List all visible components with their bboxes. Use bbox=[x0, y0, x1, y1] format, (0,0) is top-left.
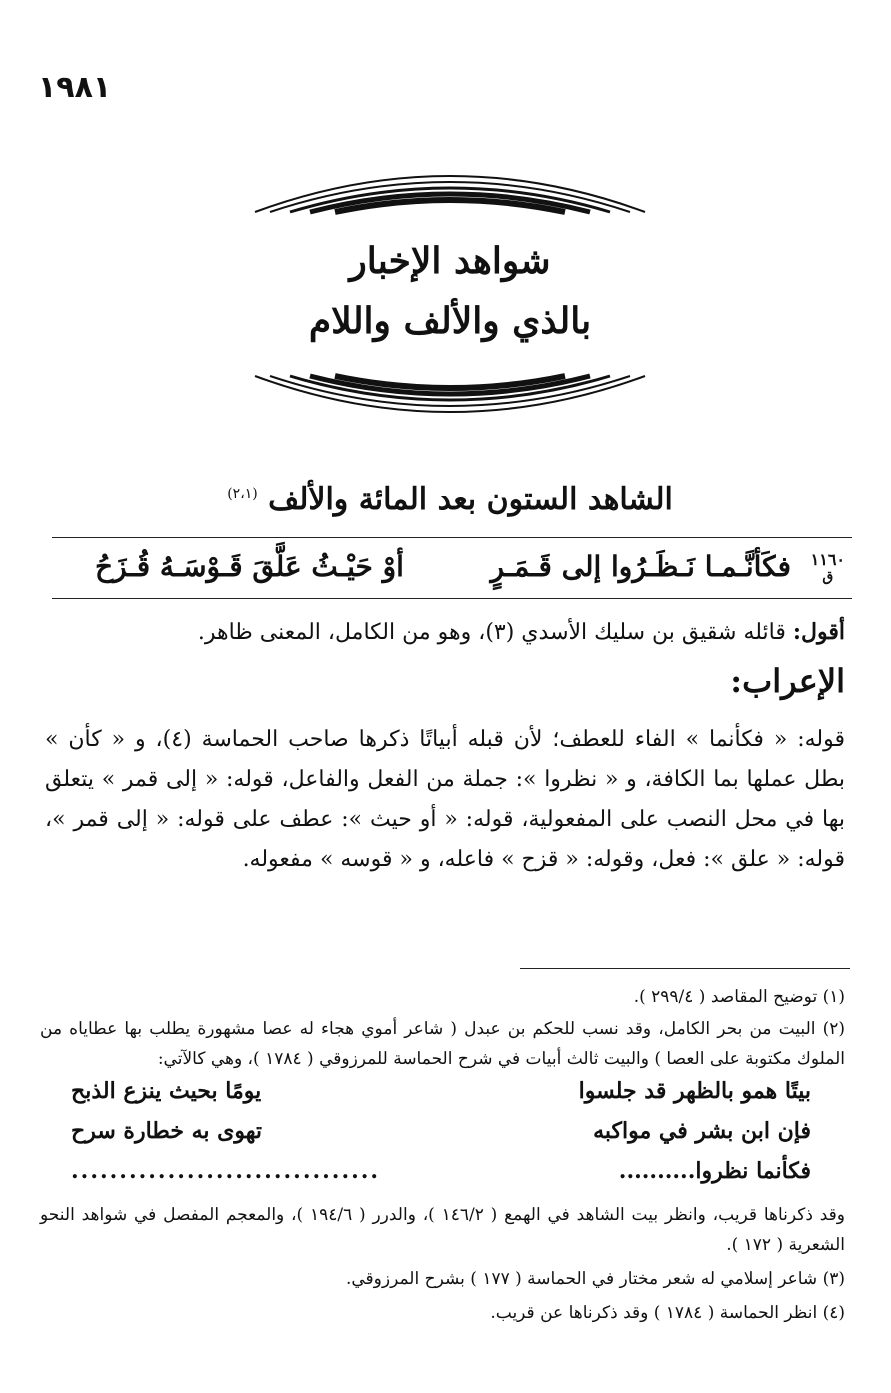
footnote-verse-row bbox=[71, 1118, 811, 1152]
footnote-verse-hemistich-2: يومًا بحيث ينزع الذبح bbox=[71, 1078, 262, 1104]
shahid-heading bbox=[180, 482, 720, 517]
decorative-arcs-bottom bbox=[250, 368, 650, 438]
footnote-2-continued: وقد ذكرناها قريب، وانظر بيت الشاهد في الهمع ( ١٤٦/٢ )، والدرر ( ١٩٤/٦ )، والمعجم المفصل في شواهد النحو الشعرية ( ١٧٢ ). bbox=[40, 1205, 845, 1255]
footnote-verse-row bbox=[71, 1078, 811, 1112]
verse-number bbox=[811, 550, 845, 585]
verse-hemistich-1: فكَأنَّـمـا نَـظَـرُوا إلى قَـمَـرٍ bbox=[490, 550, 791, 583]
footnote-2: (٢) البيت من بحر الكامل، وقد نسب للحكم بن عبدل ( شاعر أموي هجاء له عصا مشهورة يطلب بها عطاياه من الملوك مكتوبة على العصا ) والبيت ثالث أبيات في شرح الحماسة للمرزوقي ( ١٧٨٤ )، وهي كالآتي: bbox=[40, 1019, 845, 1069]
intro-label: أقول: bbox=[792, 619, 845, 645]
footnote-4: (٤) انظر الحماسة ( ١٧٨٤ ) وقد ذكرناها عن قريب. bbox=[490, 1303, 845, 1323]
footnote-verse-hemistich-1: فإن ابن بشر في مواكبه bbox=[593, 1118, 811, 1144]
footnote-verse-hemistich-1: فكأنما نظروا.......... bbox=[618, 1158, 811, 1184]
footnote-3: (٣) شاعر إسلامي له شعر مختار في الحماسة ( ١٧٧ ) بشرح المرزوقي. bbox=[345, 1269, 845, 1289]
verse-rule-top bbox=[52, 537, 852, 538]
chapter-title-line1: شواهد الإخبار bbox=[349, 240, 551, 282]
meter-mark: ق bbox=[822, 569, 834, 585]
shahid-heading-text: الشاهد الستون بعد المائة والألف bbox=[268, 482, 673, 517]
verse-number-value: ١١٦٠ bbox=[810, 550, 845, 569]
footnote-verse-row bbox=[71, 1158, 811, 1192]
footnote-separator bbox=[520, 968, 850, 969]
irab-paragraph: قوله: « فكأنما » الفاء للعطف؛ لأن قبله أبياتًا ذكرها صاحب الحماسة (٤)، و « كأن » بطل عملها بما الكافة، و « نظروا »: جملة من الفعل والفاعل، قوله: « إلى قمر » يتعلق بها في محل النصب على المفعولية، قوله: « أو حيث »: عطف على قوله: « إلى قمر »، قوله: « علق »: فعل، وقوله: « قزح » فاعله، و « قوسه » مفعوله. bbox=[45, 727, 845, 872]
shahid-note-ref: (٢،١) bbox=[227, 486, 258, 502]
page-number: ١٩٨١ bbox=[38, 70, 112, 105]
intro-text: قائله شقيق بن سليك الأسدي (٣)، وهو من الكامل، المعنى ظاهر. bbox=[197, 620, 786, 645]
intro-paragraph bbox=[45, 612, 845, 653]
verse-rule-bottom bbox=[52, 598, 852, 599]
footnote-1: (١) توضيح المقاصد ( ٢٩٩/٤ ). bbox=[633, 987, 845, 1007]
irab-heading: الإعراب: bbox=[730, 662, 845, 700]
footnote-verse-hemistich-2: ................................ bbox=[71, 1158, 381, 1184]
footnote-verse-hemistich-2: تهوى به خطارة سرح bbox=[71, 1118, 263, 1144]
chapter-title-line2: بالذي والألف واللام bbox=[308, 300, 592, 342]
footnote-verse-hemistich-1: بيتًا همو بالظهر قد جلسوا bbox=[578, 1078, 811, 1104]
verse-hemistich-2: أوْ حَيْـثُ عَلَّقَ قَـوْسَـهُ قُـزَحُ bbox=[95, 550, 404, 583]
decorative-arcs-top bbox=[250, 150, 650, 220]
